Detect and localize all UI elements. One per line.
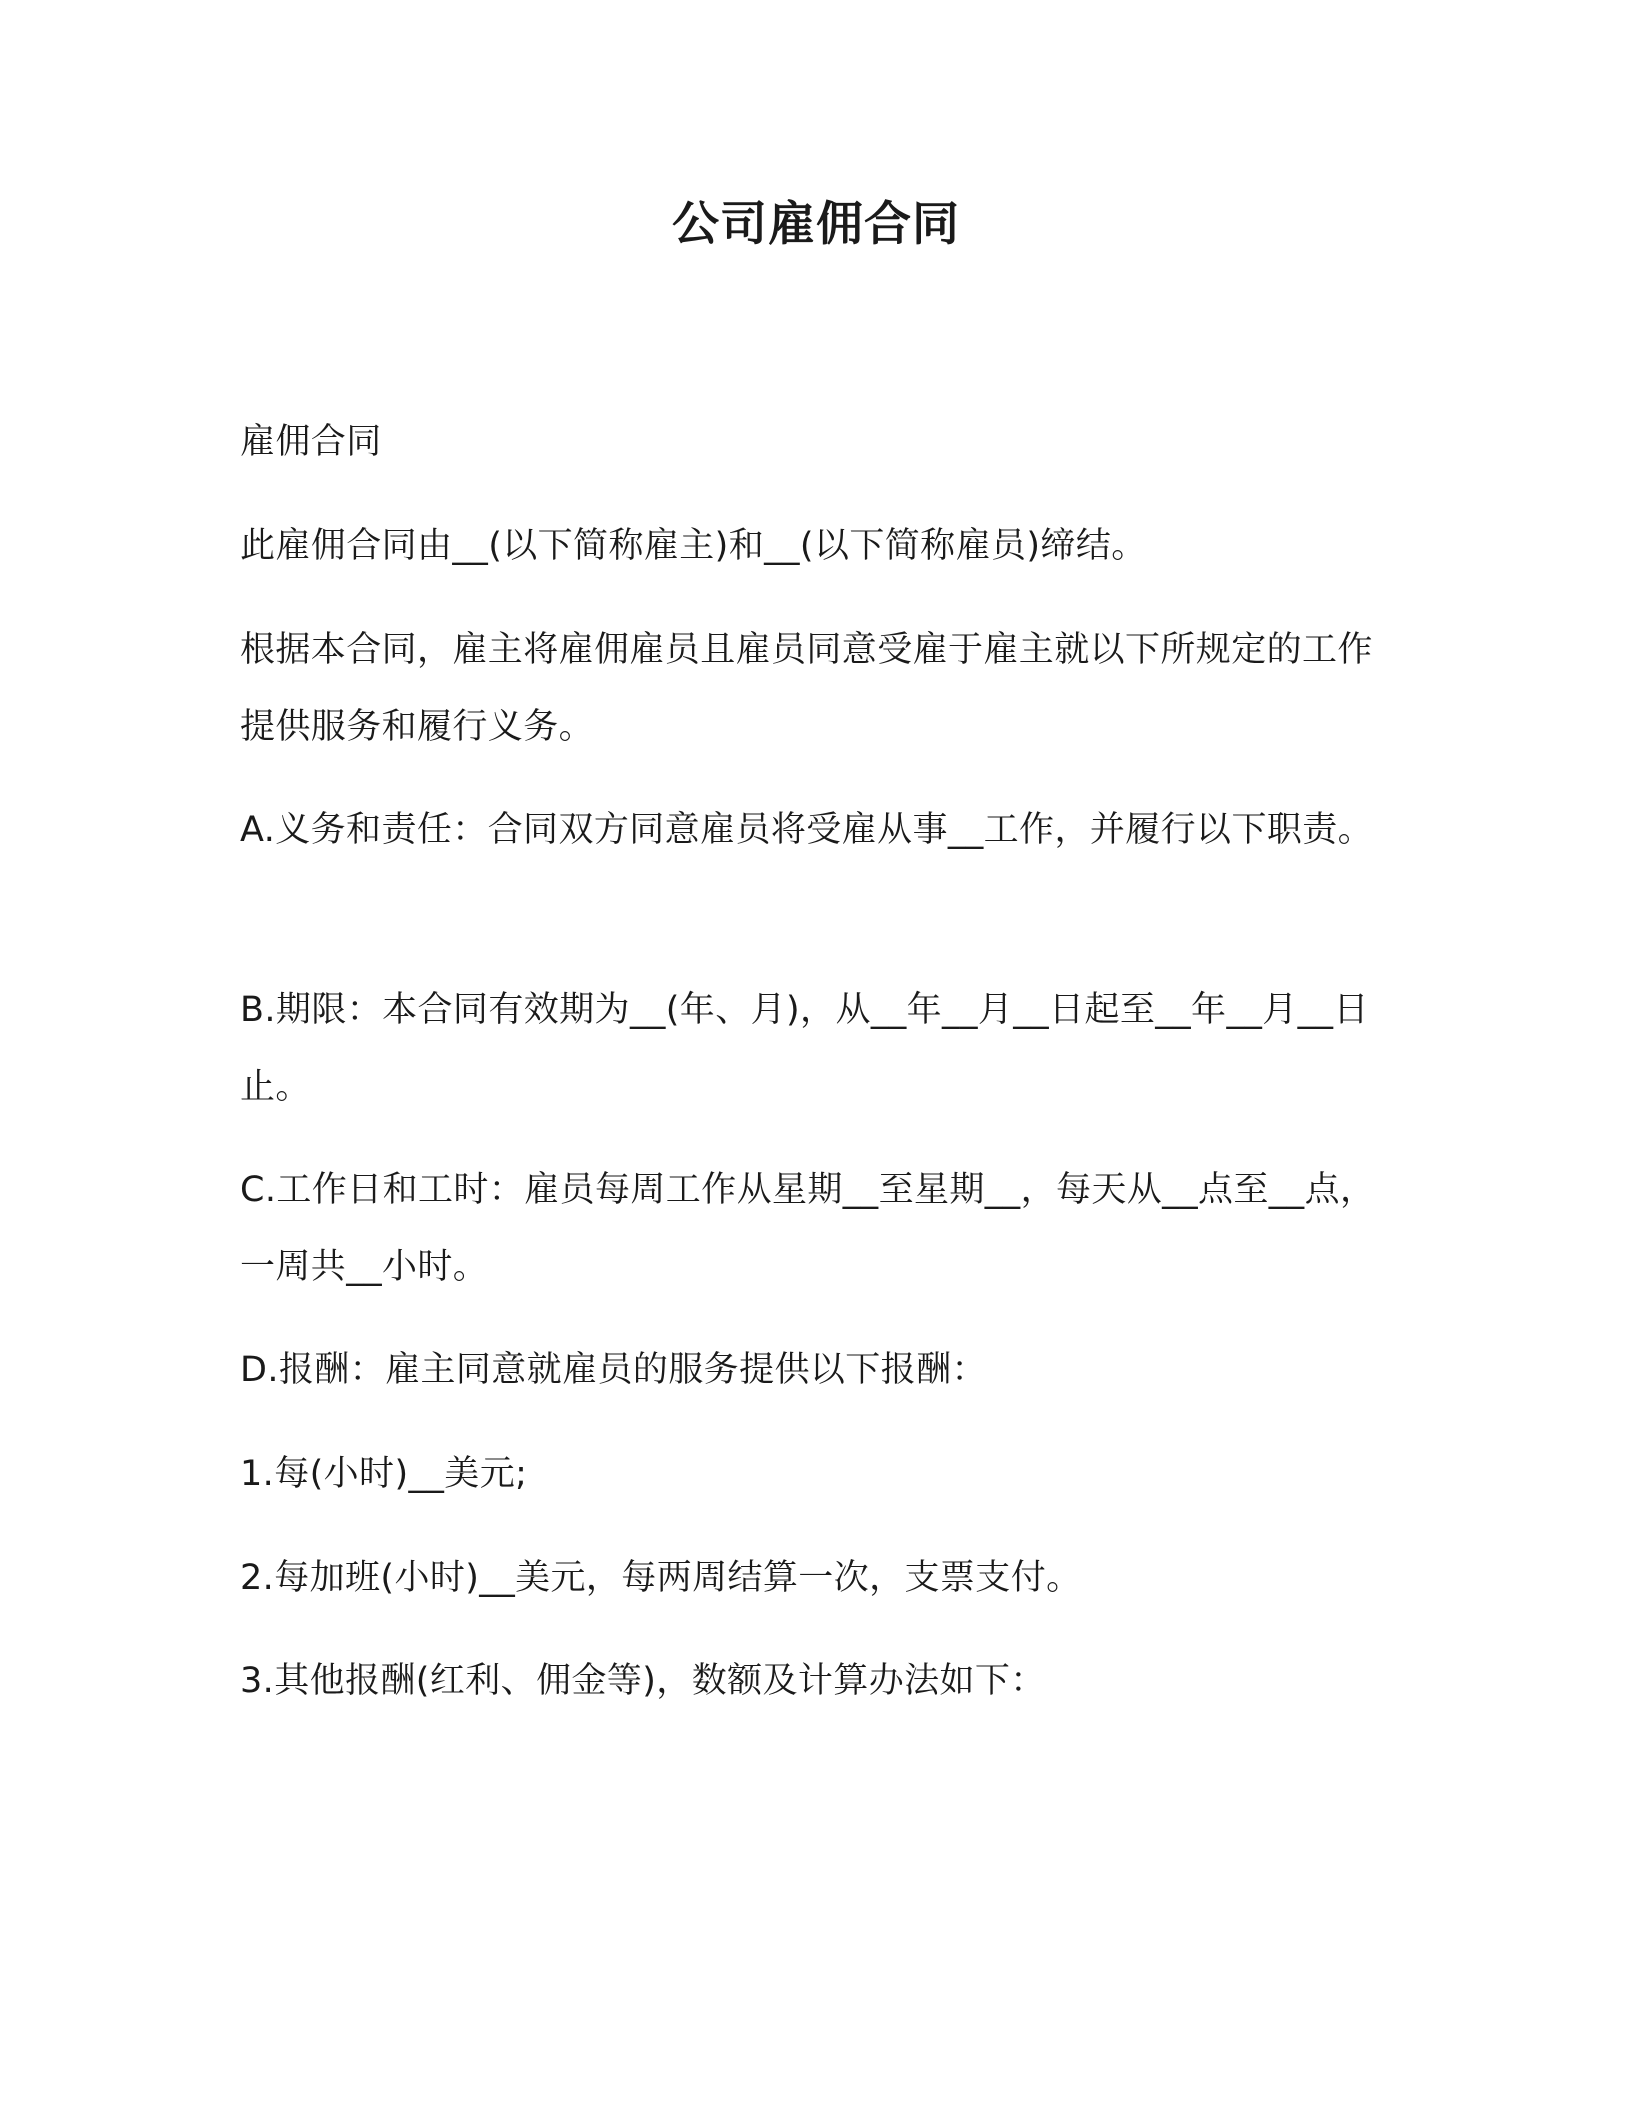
paragraph-hours: C.工作日和工时：雇员每周工作从星期__至星期__，每天从__点至__点，一周共__小时。 (240, 1170, 1376, 1287)
paragraph-intro: 根据本合同，雇主将雇佣雇员且雇员同意受雇于雇主就以下所规定的工作提供服务和履行义务。 (240, 630, 1373, 747)
paragraph-parties: 此雇佣合同由__(以下简称雇主)和__(以下简称雇员)缔结。 (240, 526, 1147, 566)
paragraph-term: B.期限：本合同有效期为__(年、月)，从__年__月__日起至__年__月__日止。 (240, 990, 1369, 1107)
paragraph-item-2: 2.每加班(小时)__美元，每两周结算一次，支票支付。 (240, 1558, 1082, 1598)
paragraph-heading: 雇佣合同 (240, 422, 382, 462)
paragraph-duties: A.义务和责任：合同双方同意雇员将受雇从事__工作，并履行以下职责。 (240, 810, 1374, 850)
paragraph-item-1: 1.每(小时)__美元; (240, 1454, 528, 1494)
paragraph-item-3: 3.其他报酬(红利、佣金等)，数额及计算办法如下： (240, 1661, 1046, 1701)
paragraph-compensation: D.报酬：雇主同意就雇员的服务提供以下报酬： (240, 1350, 987, 1390)
document-title: 公司雇佣合同 (672, 197, 960, 252)
